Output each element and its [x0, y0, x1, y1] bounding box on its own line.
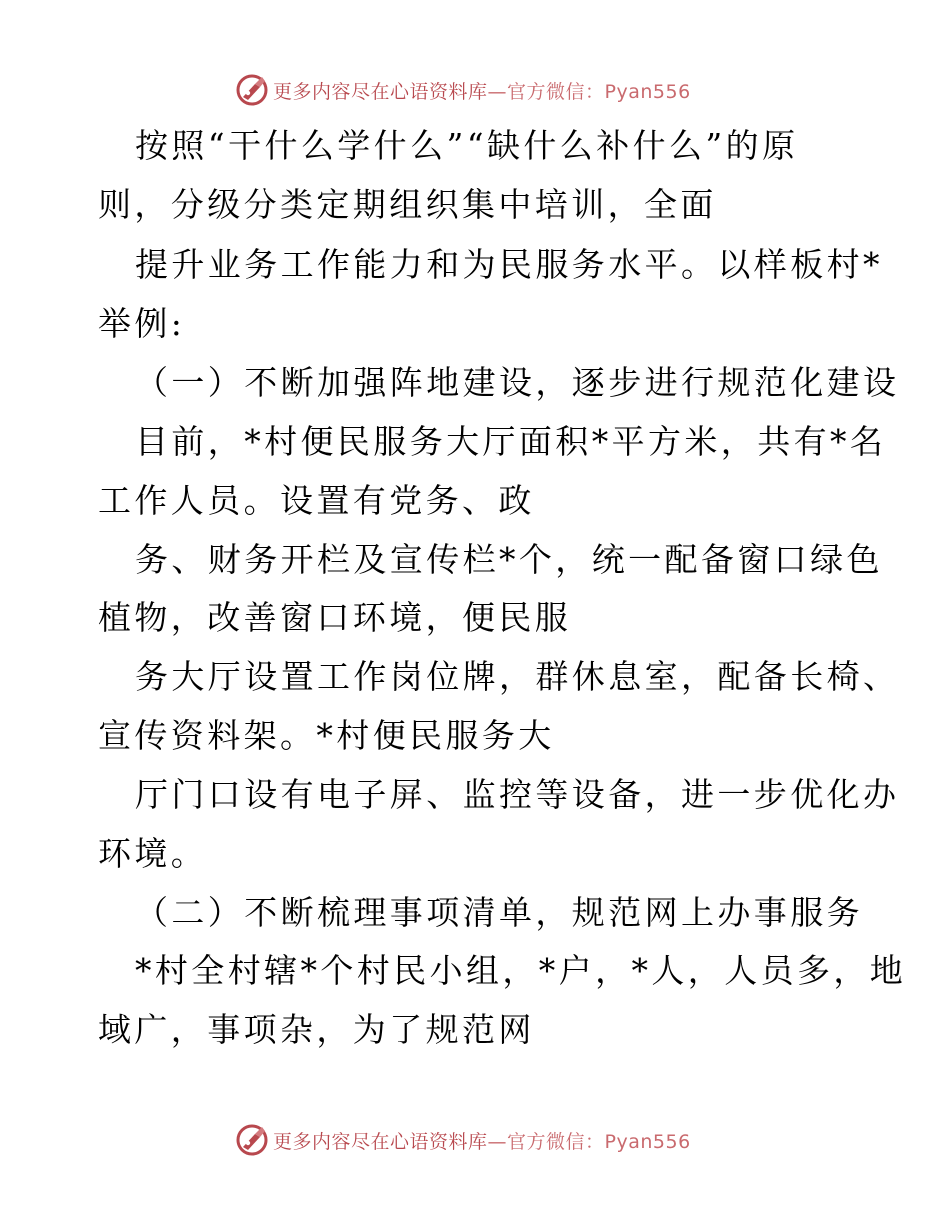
watermark-dash: —	[487, 80, 508, 103]
text-line: 工作人员。设置有党务、政	[98, 481, 535, 520]
text-line: 环境。	[98, 834, 208, 873]
watermark-text: 更多内容尽在心语资料库	[273, 1130, 488, 1153]
section-heading: （一）不断加强阵地建设，逐步进行规范化建设	[135, 363, 900, 402]
text-line: 务大厅设置工作岗位牌，群休息室，配备长椅、	[135, 657, 900, 696]
text-line: 植物，改善窗口环境，便民服	[98, 598, 572, 637]
watermark-wechat: 官方微信：Pyan556	[507, 1130, 691, 1153]
watermark-banner-bottom	[235, 1122, 691, 1158]
text-line: 举例:	[98, 304, 186, 343]
watermark-wechat: 官方微信：Pyan556	[507, 80, 691, 103]
text-line: 则，分级分类定期组织集中培训，全面	[98, 185, 717, 224]
watermark-text: 更多内容尽在心语资料库	[273, 80, 488, 103]
text-line: 提升业务工作能力和为民服务水平。以样板村*	[135, 245, 883, 284]
text-line: 目前，*村便民服务大厅面积*平方米，共有*名	[135, 422, 887, 461]
text-line: 务、财务开栏及宣传栏*个，统一配备窗口绿色	[135, 540, 883, 579]
pen-logo-icon	[235, 1123, 269, 1157]
text-line: 宣传资料架。*村便民服务大	[98, 716, 555, 755]
text-line: 域广，事项杂，为了规范网	[98, 1010, 535, 1049]
section-heading: （二）不断梳理事项清单，规范网上办事服务	[135, 893, 863, 932]
pen-logo-icon	[235, 73, 269, 107]
watermark-banner-top	[235, 72, 691, 108]
text-line: 按照“干什么学什么”“缺什么补什么”的原	[135, 126, 799, 165]
watermark-dash: —	[487, 1130, 508, 1153]
text-line: *村全村辖*个村民小组，*户，*人，人员多，地	[135, 951, 907, 990]
text-line: 厅门口设有电子屏、监控等设备，进一步优化办	[135, 775, 900, 814]
